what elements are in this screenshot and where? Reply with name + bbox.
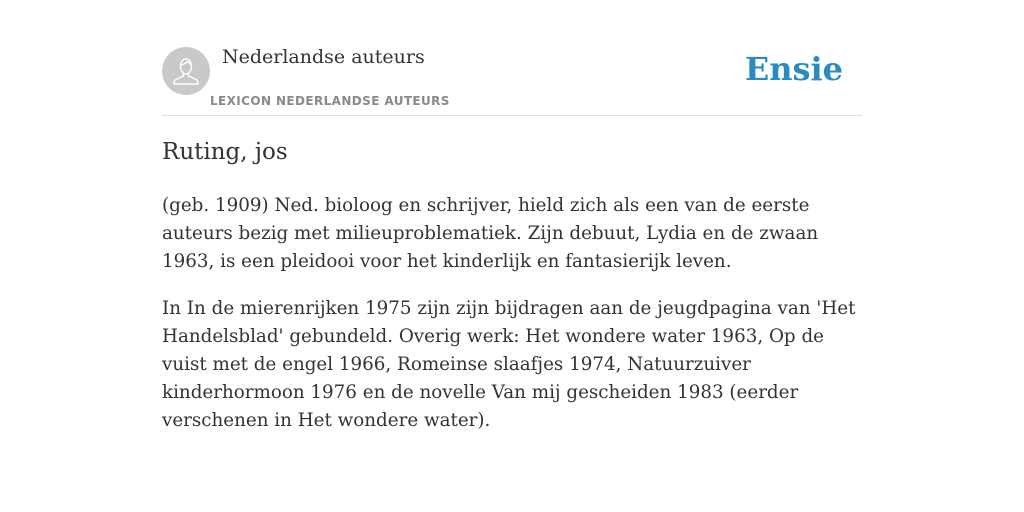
ensie-logo[interactable]: Ensie: [744, 50, 843, 88]
user-silhouette-icon: [162, 47, 210, 95]
article-paragraph: In In de mierenrijken 1975 zijn zijn bijdragen aan de jeugdpagina van 'Het Handelsblad' gebundeld. Overig werk: Het wondere water 1963, Op de vuist met de engel 1966, Romeinse slaafjes 1974, Natuurzuiver kinderhormoon 1976 en de novelle Van mij gescheiden 1983 (eerder verschenen in Het wondere water).: [162, 298, 856, 431]
article-body: [162, 192, 862, 454]
author-name[interactable]: Nederlandse auteurs: [222, 46, 425, 68]
avatar[interactable]: [162, 47, 210, 95]
author-name-link[interactable]: [222, 46, 425, 68]
article-paragraph: (geb. 1909) Ned. bioloog en schrijver, hield zich als een van de eerste auteurs bezig met milieuproblematiek. Zijn debuut, Lydia en de zwaan 1963, is een pleidooi voor het kinderlijk en fantasierijk leven.: [162, 195, 819, 272]
article-title: Ruting, jos: [162, 139, 288, 165]
content-container: [162, 0, 862, 431]
source-label[interactable]: LEXICON NEDERLANDSE AUTEURS: [210, 94, 450, 108]
header: [162, 0, 862, 116]
